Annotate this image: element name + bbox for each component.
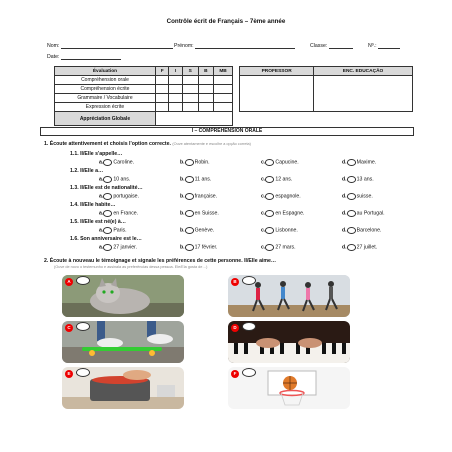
eval-col-professor: PROFESSOR	[240, 67, 314, 76]
grade-cell[interactable]	[214, 94, 233, 103]
option-text: 27 janvier.	[113, 244, 137, 251]
global-label: Appréciation Globale	[55, 112, 156, 126]
radio-button[interactable]	[103, 159, 112, 166]
option-text: Maxime.	[356, 159, 377, 166]
eval-row-label: Expression écrite	[55, 103, 156, 112]
q1-title	[44, 141, 251, 147]
option-letter: c.	[261, 159, 266, 166]
grade-cell[interactable]	[169, 103, 183, 112]
option-letter: c.	[261, 176, 266, 183]
radio-button[interactable]	[185, 227, 194, 234]
eval-row-label: Grammaire / Vocabulaire	[55, 94, 156, 103]
radio-button[interactable]	[347, 159, 356, 166]
radio-button[interactable]	[103, 176, 112, 183]
q1-option[interactable]	[261, 193, 301, 200]
option-text: au Portugal.	[356, 210, 385, 217]
option-letter: b.	[180, 176, 185, 183]
q1-item-label: 1.6. Son anniversaire est le…	[70, 236, 142, 242]
option-text: en France.	[113, 210, 139, 217]
grade-cell[interactable]	[155, 94, 169, 103]
enc-box[interactable]	[314, 76, 413, 112]
picture-a-checkbox[interactable]	[76, 276, 90, 285]
radio-button[interactable]	[265, 159, 274, 166]
radio-button[interactable]	[185, 176, 194, 183]
radio-button[interactable]	[103, 193, 112, 200]
q1-option[interactable]	[342, 244, 377, 251]
classe-label: Classe:	[310, 43, 328, 49]
q1-item-label: 1.4. Il/Elle habite…	[70, 202, 116, 208]
q1-option[interactable]	[180, 210, 219, 217]
professor-box[interactable]	[240, 76, 314, 112]
q1-option[interactable]	[99, 193, 139, 200]
q1-option[interactable]	[180, 244, 217, 251]
option-letter: c.	[261, 193, 266, 200]
radio-button[interactable]	[347, 193, 356, 200]
radio-button[interactable]	[347, 227, 356, 234]
q1-option[interactable]	[342, 193, 373, 200]
option-text: portugaise.	[113, 193, 139, 200]
nom-line[interactable]	[61, 43, 173, 49]
eval-col-f: F	[155, 67, 169, 76]
classe-line[interactable]	[329, 43, 353, 49]
q1-option[interactable]	[261, 176, 292, 183]
option-text: 10 ans.	[113, 176, 131, 183]
radio-button[interactable]	[103, 210, 112, 217]
q1-option[interactable]	[261, 210, 304, 217]
eval-blank	[240, 112, 413, 126]
q1-option[interactable]	[180, 176, 211, 183]
picture-c-letter: C	[65, 324, 73, 332]
picture-d-letter: D	[231, 324, 239, 332]
date-line[interactable]	[61, 54, 121, 60]
option-text: Capucine.	[275, 159, 299, 166]
eval-gap	[232, 94, 239, 103]
grade-cell[interactable]	[182, 76, 198, 85]
eval-col-mb: MB	[214, 67, 233, 76]
grade-cell[interactable]	[198, 76, 214, 85]
option-text: Robin.	[194, 159, 210, 166]
evaluation-header-row	[55, 67, 413, 76]
radio-button[interactable]	[265, 176, 274, 183]
nom-field	[47, 43, 173, 49]
q1-option[interactable]	[261, 159, 299, 166]
option-text: 17 février.	[194, 244, 218, 251]
eval-col-enc: ENC. EDUCAÇÃO	[314, 67, 413, 76]
radio-button[interactable]	[265, 193, 274, 200]
q1-item-label: 1.1. Il/Elle s'appelle…	[70, 151, 123, 157]
option-letter: a.	[99, 210, 104, 217]
q1-item-label: 1.3. Il/Elle est de nationalité…	[70, 185, 143, 191]
picture-b-letter: B	[231, 278, 239, 286]
option-letter: b.	[180, 193, 185, 200]
radio-button[interactable]	[347, 210, 356, 217]
grade-cell[interactable]	[155, 76, 169, 85]
eval-col-b: B	[198, 67, 214, 76]
eval-col-i: I	[169, 67, 183, 76]
option-letter: c.	[261, 244, 266, 251]
eval-gap	[232, 67, 239, 76]
no-label: Nº.:	[368, 43, 377, 49]
eval-col-header: Évaluation	[55, 67, 156, 76]
radio-button[interactable]	[265, 227, 274, 234]
table-row	[55, 76, 413, 85]
grade-cell[interactable]	[214, 85, 233, 94]
q1-option[interactable]	[342, 227, 381, 234]
global-row	[55, 112, 413, 126]
radio-button[interactable]	[265, 210, 274, 217]
option-text: 12 ans.	[275, 176, 293, 183]
grade-cell[interactable]	[214, 76, 233, 85]
grade-cell[interactable]	[169, 76, 183, 85]
q1-option[interactable]	[342, 159, 376, 166]
prenom-label: Prénom:	[174, 43, 194, 49]
option-text: Barcelone.	[356, 227, 382, 234]
option-text: suisse.	[356, 193, 373, 200]
picture-e-letter: E	[65, 370, 73, 378]
eval-row-label: Compréhension écrite	[55, 85, 156, 94]
grade-cell[interactable]	[214, 103, 233, 112]
q1-option[interactable]	[261, 244, 296, 251]
option-text: espagnole.	[275, 193, 301, 200]
radio-button[interactable]	[103, 244, 112, 251]
q1-option[interactable]	[99, 176, 130, 183]
q1-option[interactable]	[180, 159, 210, 166]
option-letter: b.	[180, 227, 185, 234]
radio-button[interactable]	[185, 159, 194, 166]
q2-hint: (Ouve de novo o testemunho e assinala as preferências dessa pessoa. Ele/Ela gosta de…)	[54, 265, 208, 269]
grade-cell[interactable]	[198, 94, 214, 103]
grade-cell[interactable]	[182, 85, 198, 94]
q1-option[interactable]	[99, 210, 138, 217]
picture-f-checkbox[interactable]	[242, 368, 256, 377]
option-letter: a.	[99, 227, 104, 234]
option-letter: a.	[99, 176, 104, 183]
eval-gap	[232, 85, 239, 94]
section-title: I – COMPRÉHENSION ORALE	[40, 127, 414, 136]
picture-d-checkbox[interactable]	[242, 322, 256, 331]
option-text: Paris.	[113, 227, 127, 234]
radio-button[interactable]	[185, 210, 194, 217]
picture-a-letter: A	[65, 278, 73, 286]
option-letter: d.	[342, 210, 347, 217]
eval-gap	[232, 76, 239, 85]
option-text: 13 ans.	[356, 176, 374, 183]
radio-button[interactable]	[103, 227, 112, 234]
option-letter: a.	[99, 193, 104, 200]
picture-b-checkbox[interactable]	[242, 276, 256, 285]
eval-col-s: S	[182, 67, 198, 76]
grade-cell[interactable]	[182, 94, 198, 103]
q1-item-label: 1.5. Il/Elle est né(e) à…	[70, 219, 126, 225]
picture-c-checkbox[interactable]	[76, 322, 90, 331]
global-box[interactable]	[155, 112, 232, 126]
classe-field	[310, 43, 353, 49]
picture-f-letter: F	[231, 370, 239, 378]
q1-option[interactable]	[261, 227, 298, 234]
prenom-field	[174, 43, 295, 49]
option-letter: d.	[342, 244, 347, 251]
nom-label: Nom:	[47, 43, 60, 49]
option-letter: d.	[342, 227, 347, 234]
option-letter: b.	[180, 244, 185, 251]
eval-row-label: Compréhension orale	[55, 76, 156, 85]
grade-cell[interactable]	[155, 103, 169, 112]
evaluation-table	[54, 66, 413, 126]
option-text: Lisbonne.	[275, 227, 298, 234]
option-text: en Suisse.	[194, 210, 219, 217]
q1-option[interactable]	[180, 227, 214, 234]
option-letter: b.	[180, 159, 185, 166]
option-letter: a.	[99, 244, 104, 251]
q1-option[interactable]	[342, 210, 385, 217]
q1-hint: (Ouve atentamente e escolhe a opção correta)	[172, 142, 251, 146]
option-text: 11 ans.	[194, 176, 212, 183]
q1-title-text: 1. Écoute attentivement et choisis l'option correcte.	[44, 141, 171, 147]
eval-gap	[232, 112, 239, 126]
grade-cell[interactable]	[155, 85, 169, 94]
radio-button[interactable]	[347, 244, 356, 251]
prenom-line[interactable]	[195, 43, 295, 49]
no-line[interactable]	[378, 43, 400, 49]
option-letter: d.	[342, 193, 347, 200]
radio-button[interactable]	[185, 193, 194, 200]
option-letter: b.	[180, 210, 185, 217]
option-text: 27 juillet.	[356, 244, 378, 251]
date-field	[47, 54, 121, 60]
q1-option[interactable]	[99, 159, 134, 166]
q1-option[interactable]	[99, 244, 137, 251]
option-text: française.	[194, 193, 218, 200]
option-letter: a.	[99, 159, 104, 166]
option-letter: d.	[342, 176, 347, 183]
radio-button[interactable]	[185, 244, 194, 251]
option-letter: c.	[261, 227, 266, 234]
grade-cell[interactable]	[169, 94, 183, 103]
option-text: Genève.	[194, 227, 215, 234]
q1-option[interactable]	[99, 227, 127, 234]
no-field	[368, 43, 400, 49]
option-text: Caroline.	[113, 159, 135, 166]
option-text: en Espagne.	[275, 210, 305, 217]
option-letter: d.	[342, 159, 347, 166]
picture-e-checkbox[interactable]	[76, 368, 90, 377]
grade-cell[interactable]	[198, 103, 214, 112]
q1-item-label: 1.2. Il/Elle a…	[70, 168, 104, 174]
grade-cell[interactable]	[198, 85, 214, 94]
grade-cell[interactable]	[169, 85, 183, 94]
eval-gap	[232, 103, 239, 112]
q2-title: 2. Écoute à nouveau le témoignage et signale les préférences de cette personne. Il/Elle aime…	[44, 258, 277, 264]
option-letter: c.	[261, 210, 266, 217]
radio-button[interactable]	[265, 244, 274, 251]
date-label: Date:	[47, 54, 60, 60]
q1-option[interactable]	[342, 176, 374, 183]
page-title: Contrôle écrit de Français – 7ème année	[166, 18, 286, 25]
grade-cell[interactable]	[182, 103, 198, 112]
radio-button[interactable]	[347, 176, 356, 183]
option-text: 27 mars.	[275, 244, 296, 251]
q1-option[interactable]	[180, 193, 217, 200]
